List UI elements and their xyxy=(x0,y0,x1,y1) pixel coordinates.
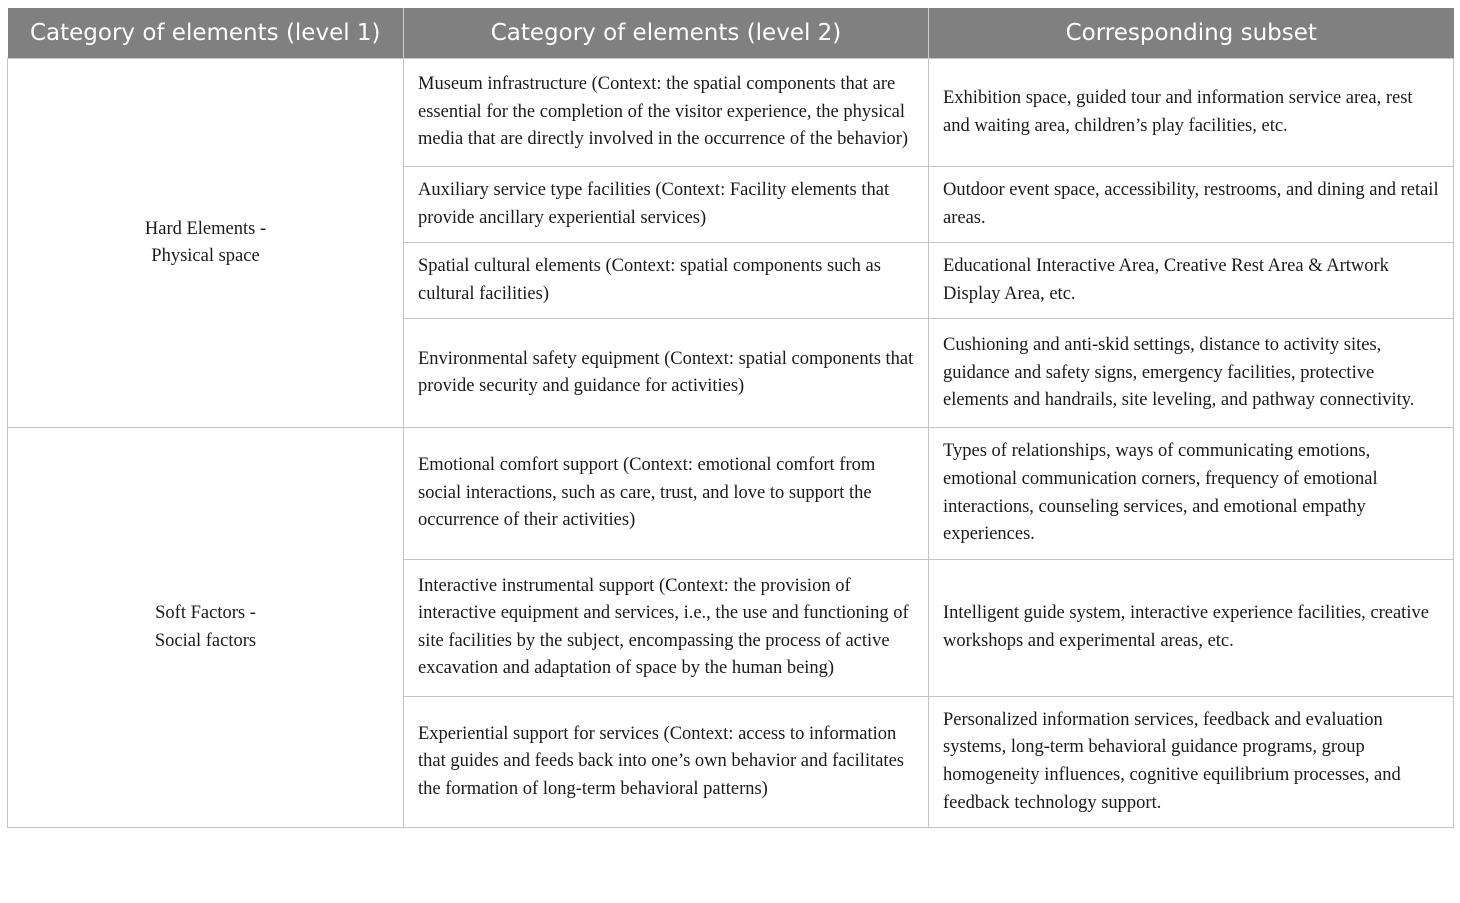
header-level1: Category of elements (level 1) xyxy=(8,8,404,59)
subset-cell: Cushioning and anti-skid settings, distance to activity sites, guidance and safety signs, emergency facilities, protective elements and handrails, site leveling, and pathway connectivity. xyxy=(929,319,1454,428)
header-level2: Category of elements (level 2) xyxy=(404,8,929,59)
group-soft-factors-cell xyxy=(8,428,404,828)
level2-cell: Interactive instrumental support (Context: the provision of interactive equipment and services, i.e., the use and functioning of site facilities by the subject, encompassing the process of active excavation and adaptation of space by the human being) xyxy=(404,559,929,696)
group-label-line2: Physical space xyxy=(151,246,260,267)
subset-cell: Types of relationships, ways of communicating emotions, emotional communication corners, frequency of emotional interactions, counseling services, and emotional empathy experiences. xyxy=(929,428,1454,559)
level2-cell: Museum infrastructure (Context: the spatial components that are essential for the completion of the visitor experience, the physical media that are directly involved in the occurrence of the behavior) xyxy=(404,59,929,167)
header-row xyxy=(8,8,1454,59)
group-hard-elements-cell xyxy=(8,59,404,428)
group-label-line1: Hard Elements - xyxy=(144,218,267,239)
level2-cell: Spatial cultural elements (Context: spatial components such as cultural facilities) xyxy=(404,243,929,319)
level2-cell: Auxiliary service type facilities (Context: Facility elements that provide ancillary experiential services) xyxy=(404,167,929,243)
group-label-line1: Soft Factors - xyxy=(155,603,256,624)
subset-cell: Exhibition space, guided tour and information service area, rest and waiting area, children’s play facilities, etc. xyxy=(929,59,1454,167)
table-row xyxy=(8,428,1454,559)
subset-cell: Personalized information services, feedback and evaluation systems, long-term behavioral guidance programs, group homogeneity influences, cognitive equilibrium processes, and feedback technology support. xyxy=(929,696,1454,827)
elements-table xyxy=(7,8,1454,828)
elements-table-container xyxy=(7,8,1453,828)
level2-cell: Emotional comfort support (Context: emotional comfort from social interactions, such as care, trust, and love to support the occurrence of their activities) xyxy=(404,428,929,559)
subset-cell: Educational Interactive Area, Creative Rest Area & Artwork Display Area, etc. xyxy=(929,243,1454,319)
table-header xyxy=(8,8,1454,59)
table-body xyxy=(8,59,1454,828)
group-label-line2: Social factors xyxy=(154,630,257,651)
subset-cell: Intelligent guide system, interactive experience facilities, creative workshops and experimental areas, etc. xyxy=(929,559,1454,696)
subset-cell: Outdoor event space, accessibility, restrooms, and dining and retail areas. xyxy=(929,167,1454,243)
header-subset: Corresponding subset xyxy=(929,8,1454,59)
level2-cell: Experiential support for services (Context: access to information that guides and feeds back into one’s own behavior and facilitates the formation of long-term behavioral patterns) xyxy=(404,696,929,827)
table-row xyxy=(8,59,1454,167)
level2-cell: Environmental safety equipment (Context: spatial components that provide security and guidance for activities) xyxy=(404,319,929,428)
